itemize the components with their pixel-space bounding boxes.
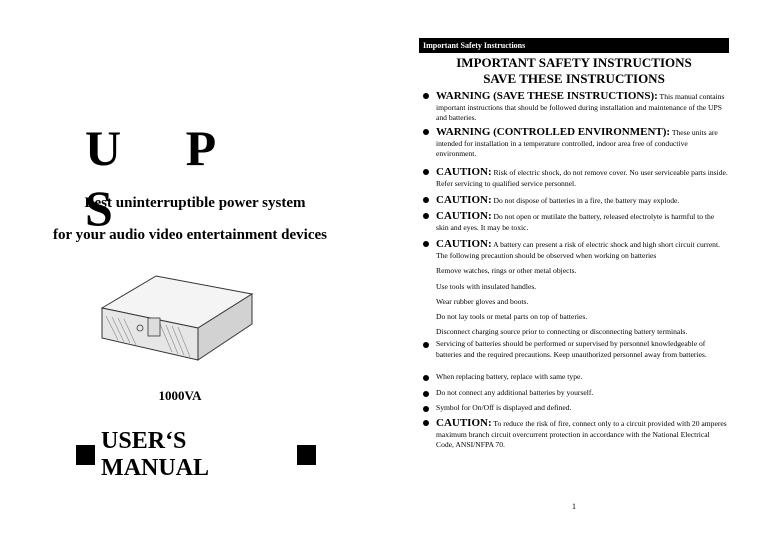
safety-item-text: Servicing of batteries should be performed or supervised by personnel knowledgeable of batteries and the required precautions. Keep unauthorized personnel away from batteries. (436, 339, 707, 359)
safety-item-text: These units are intended for installation in a temperature controlled, indoor area free of conductive environment. (436, 128, 718, 158)
safety-item-lead: WARNING (CONTROLLED ENVIRONMENT): (436, 126, 671, 138)
safety-item (423, 90, 728, 124)
safety-item (423, 210, 728, 233)
cover-capacity: 1000VA (158, 388, 202, 403)
safety-item-text: When replacing battery, replace with same type. (436, 372, 583, 381)
cover-title: U P S (85, 120, 240, 236)
cover-manual-title (76, 428, 316, 482)
section-header-bar: Important Safety Instructions (419, 38, 729, 53)
safety-item-lead: CAUTION: (436, 417, 492, 429)
safety-item-text: To reduce the risk of fire, connect only to a circuit provided with 20 amperes maximum branch circuit overcurrent protection in accordance with the National Electrical Code, ANSI/NFPA 70. (436, 419, 727, 449)
page-heading-line2: SAVE THESE INSTRUCTIONS (483, 71, 665, 86)
precaution-line: Use tools with insulated handles. (436, 282, 537, 291)
bullet-icon (423, 169, 429, 175)
safety-item (423, 403, 728, 414)
safety-item-lead: CAUTION: (436, 194, 492, 206)
bullet-icon (423, 197, 429, 203)
cover-subtitle-line2: for your audio video entertainment devices (52, 227, 327, 243)
safety-item-lead: CAUTION: (436, 166, 492, 178)
precaution-line: Remove watches, rings or other metal objects. (436, 266, 577, 275)
safety-item-text: A battery can present a risk of electric shock and high short circuit current. The following precaution should be observed when working on batteries (436, 240, 720, 260)
safety-item-text: Risk of electric shock, do not remove cover. No user serviceable parts inside. Refer servicing to qualified service personnel. (436, 168, 728, 188)
safety-item (423, 166, 728, 189)
bullet-icon (423, 420, 429, 426)
safety-item-text: This manual contains important instructions that should be followed during installation and maintenance of the UPS and batteries. (436, 92, 725, 122)
safety-item-lead: CAUTION: (436, 238, 492, 250)
page-number: 1 (572, 502, 576, 511)
safety-item (423, 126, 728, 160)
safety-item-lead: CAUTION: (436, 210, 492, 222)
bullet-icon (423, 241, 429, 247)
bullet-icon (423, 129, 429, 135)
safety-item-lead: WARNING (SAVE THESE INSTRUCTIONS): (436, 90, 658, 102)
ups-product-image (98, 268, 256, 366)
safety-item-text: Do not open or mutilate the battery, released electrolyte is harmful to the skin and eyes. It may be toxic. (436, 212, 715, 232)
safety-item (423, 339, 728, 360)
safety-item-text: Symbol for On/Off is displayed and defined. (436, 403, 572, 412)
safety-item (423, 417, 728, 451)
precaution-line: Wear rubber gloves and boots. (436, 297, 529, 306)
cover-subtitle-line1: Best uninterruptible power system (84, 195, 306, 211)
safety-item (423, 388, 728, 399)
square-bullet-icon (297, 445, 316, 465)
bullet-icon (423, 391, 429, 397)
bullet-icon (423, 375, 429, 381)
safety-item (423, 372, 728, 383)
safety-item-text: Do not connect any additional batteries by yourself. (436, 388, 594, 397)
square-bullet-icon (76, 445, 95, 465)
page-heading-line1: IMPORTANT SAFETY INSTRUCTIONS (456, 55, 692, 70)
safety-item (423, 194, 728, 207)
bullet-icon (423, 213, 429, 219)
bullet-icon (423, 342, 429, 348)
manual-title-text: USER‘S MANUAL (101, 428, 210, 481)
safety-item-text: Do not dispose of batteries in a fire, the battery may explode. (491, 196, 680, 205)
precaution-line: Do not lay tools or metal parts on top of batteries. (436, 312, 588, 321)
bullet-icon (423, 93, 429, 99)
safety-item (423, 238, 728, 261)
bullet-icon (423, 406, 429, 412)
precaution-line: Disconnect charging source prior to connecting or disconnecting battery terminals. (436, 327, 688, 336)
